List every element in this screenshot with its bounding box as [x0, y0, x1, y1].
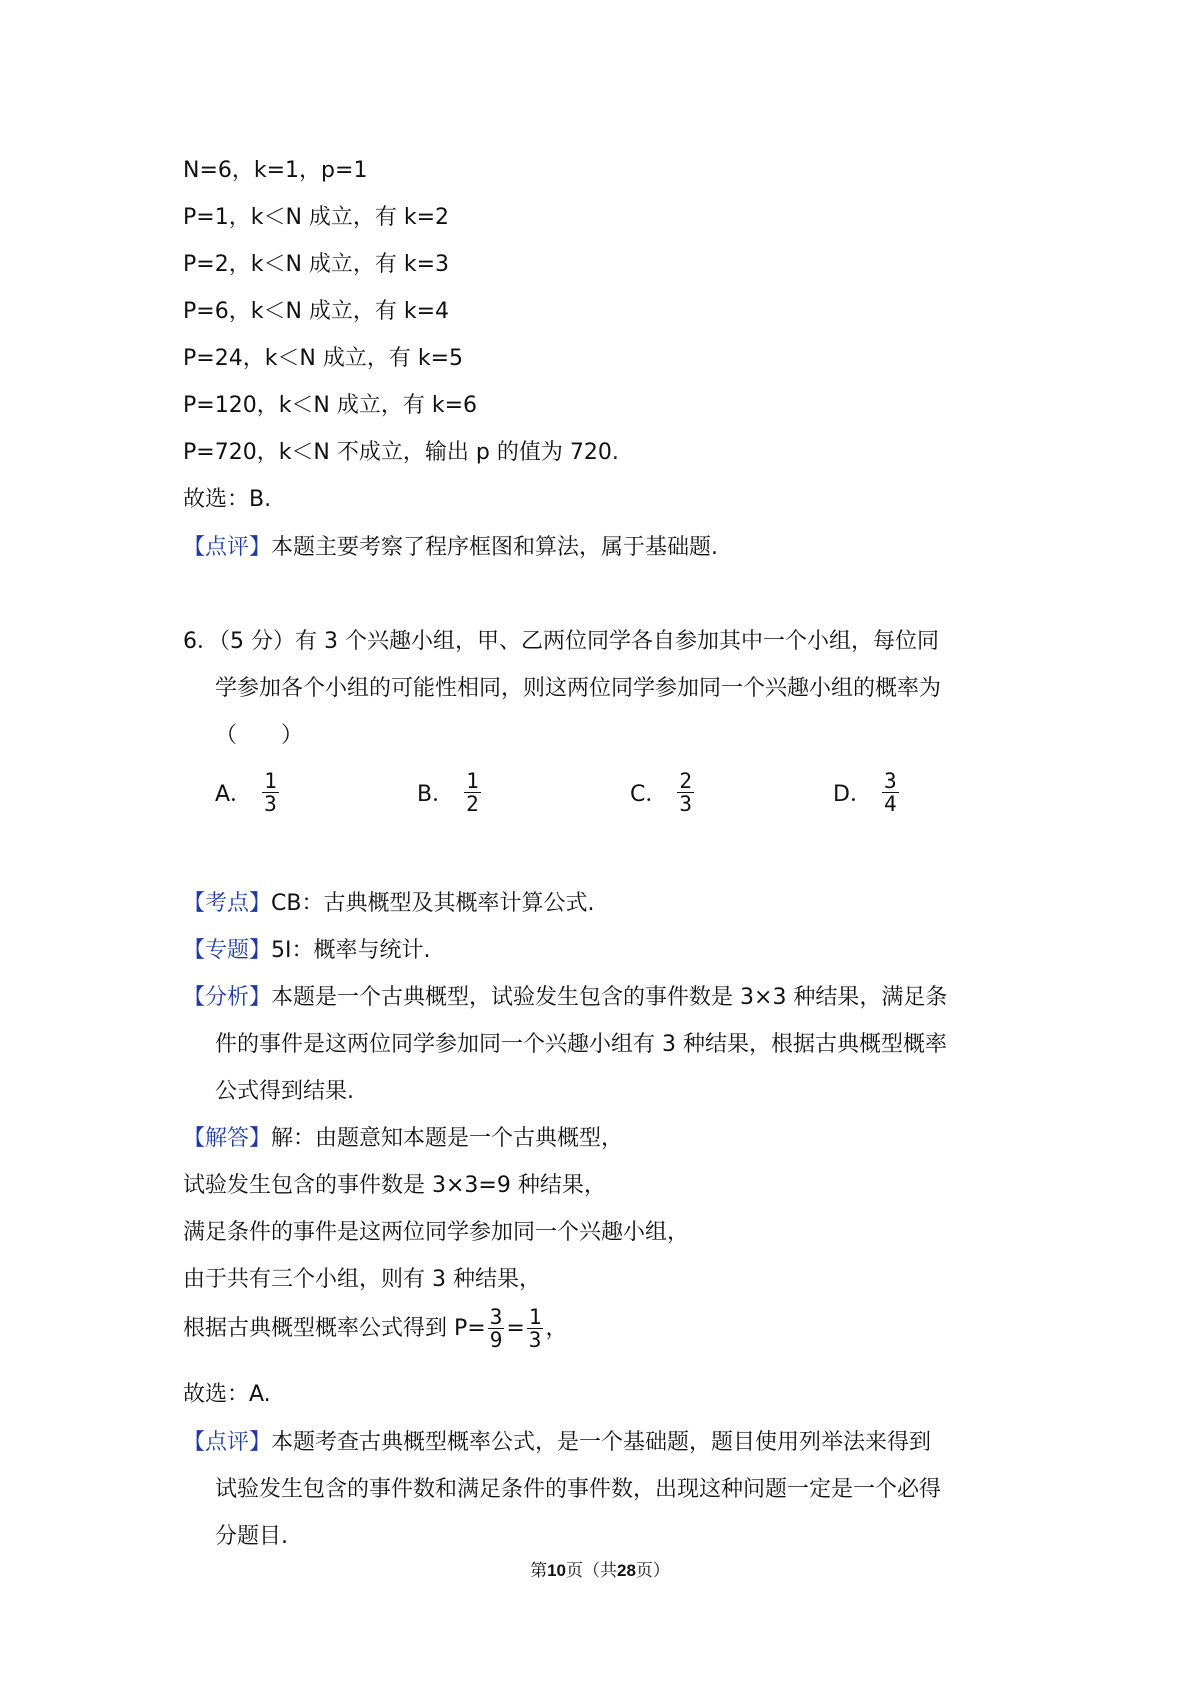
- question-line: 6．（5 分）有 3 个兴趣小组，甲、乙两位同学各自参加其中一个小组，每位同: [183, 629, 939, 654]
- page-number: 10: [547, 1561, 566, 1580]
- trace-step: P=120，k＜N 成立，有 k=6: [183, 393, 478, 418]
- option-d: [833, 770, 901, 815]
- option-a: [215, 770, 281, 815]
- review-tag: 【点评】: [183, 535, 272, 560]
- option-label: B．: [417, 782, 455, 807]
- fenxi-tag: 【分析】: [183, 985, 272, 1010]
- trace-step: N=6，k=1，p=1: [183, 158, 368, 183]
- jieda-line: 由于共有三个小组，则有 3 种结果，: [183, 1267, 541, 1292]
- trace-step: P=24，k＜N 成立，有 k=5: [183, 346, 464, 371]
- formula-suffix: ，: [545, 1315, 568, 1341]
- review-text: 本题主要考察了程序框图和算法，属于基础题.: [271, 535, 719, 560]
- review-line: 分题目.: [215, 1524, 288, 1549]
- jieda-line: 满足条件的事件是这两位同学参加同一个兴趣小组，: [183, 1220, 690, 1245]
- fraction: $\frac{3}{9}$: [489, 1305, 503, 1352]
- review-line: 试验发生包含的事件数和满足条件的事件数，出现这种问题一定是一个必得: [215, 1477, 942, 1502]
- jieda-text: 解：由题意知本题是一个古典概型，: [271, 1126, 624, 1151]
- fraction: $\frac{3}{4}$: [883, 769, 897, 816]
- kaodian: [183, 889, 594, 919]
- fraction: $\frac{2}{3}$: [679, 769, 693, 816]
- option-c: [630, 770, 696, 815]
- option-label: A．: [215, 782, 253, 807]
- question-blank: （ ）: [215, 723, 304, 748]
- fraction: $\frac{1}{3}$: [528, 1305, 542, 1352]
- formula-prefix: 根据古典概型概率公式得到 P=: [183, 1315, 486, 1341]
- review-text: 本题考查古典概型概率公式，是一个基础题，题目使用列举法来得到: [271, 1430, 932, 1455]
- option-label: D．: [833, 782, 872, 807]
- fraction: $\frac{1}{3}$: [264, 769, 277, 816]
- page-footer: 第10页（共28页）: [530, 1561, 670, 1581]
- page-total: 28: [617, 1561, 636, 1580]
- answer: 故选：A.: [183, 1382, 271, 1407]
- option-b: [417, 770, 483, 815]
- fenxi-text: 本题是一个古典概型，试验发生包含的事件数是 3×3 种结果，满足条: [271, 985, 948, 1010]
- fenxi: [183, 983, 947, 1013]
- fenxi-line: 公式得到结果.: [215, 1079, 354, 1104]
- equals-sign: =: [506, 1315, 525, 1341]
- jieda: [183, 1124, 623, 1154]
- trace-step: P=6，k＜N 成立，有 k=4: [183, 299, 450, 324]
- prev-review: [183, 533, 718, 563]
- kaodian-text: CB：古典概型及其概率计算公式.: [271, 891, 595, 916]
- trace-step: P=2，k＜N 成立，有 k=3: [183, 252, 450, 277]
- jieda-line: 试验发生包含的事件数是 3×3=9 种结果，: [183, 1173, 606, 1198]
- zhuanti: [183, 936, 431, 966]
- fraction: $\frac{1}{2}$: [466, 769, 479, 816]
- formula-line: [183, 1306, 567, 1351]
- kaodian-tag: 【考点】: [183, 891, 272, 916]
- prev-answer: 故选：B.: [183, 487, 272, 512]
- trace-step: P=1，k＜N 成立，有 k=2: [183, 205, 450, 230]
- zhuanti-text: 5I：概率与统计.: [271, 938, 431, 963]
- option-label: C．: [630, 782, 668, 807]
- review-tag: 【点评】: [183, 1430, 272, 1455]
- zhuanti-tag: 【专题】: [183, 938, 272, 963]
- review: [183, 1428, 931, 1458]
- trace-step: P=720，k＜N 不成立，输出 p 的值为 720.: [183, 440, 619, 465]
- fenxi-line: 件的事件是这两位同学参加同一个兴趣小组有 3 种结果，根据古典概型概率: [215, 1032, 947, 1057]
- question-line: 学参加各个小组的可能性相同，则这两位同学参加同一个兴趣小组的概率为: [215, 676, 942, 701]
- jieda-tag: 【解答】: [183, 1126, 272, 1151]
